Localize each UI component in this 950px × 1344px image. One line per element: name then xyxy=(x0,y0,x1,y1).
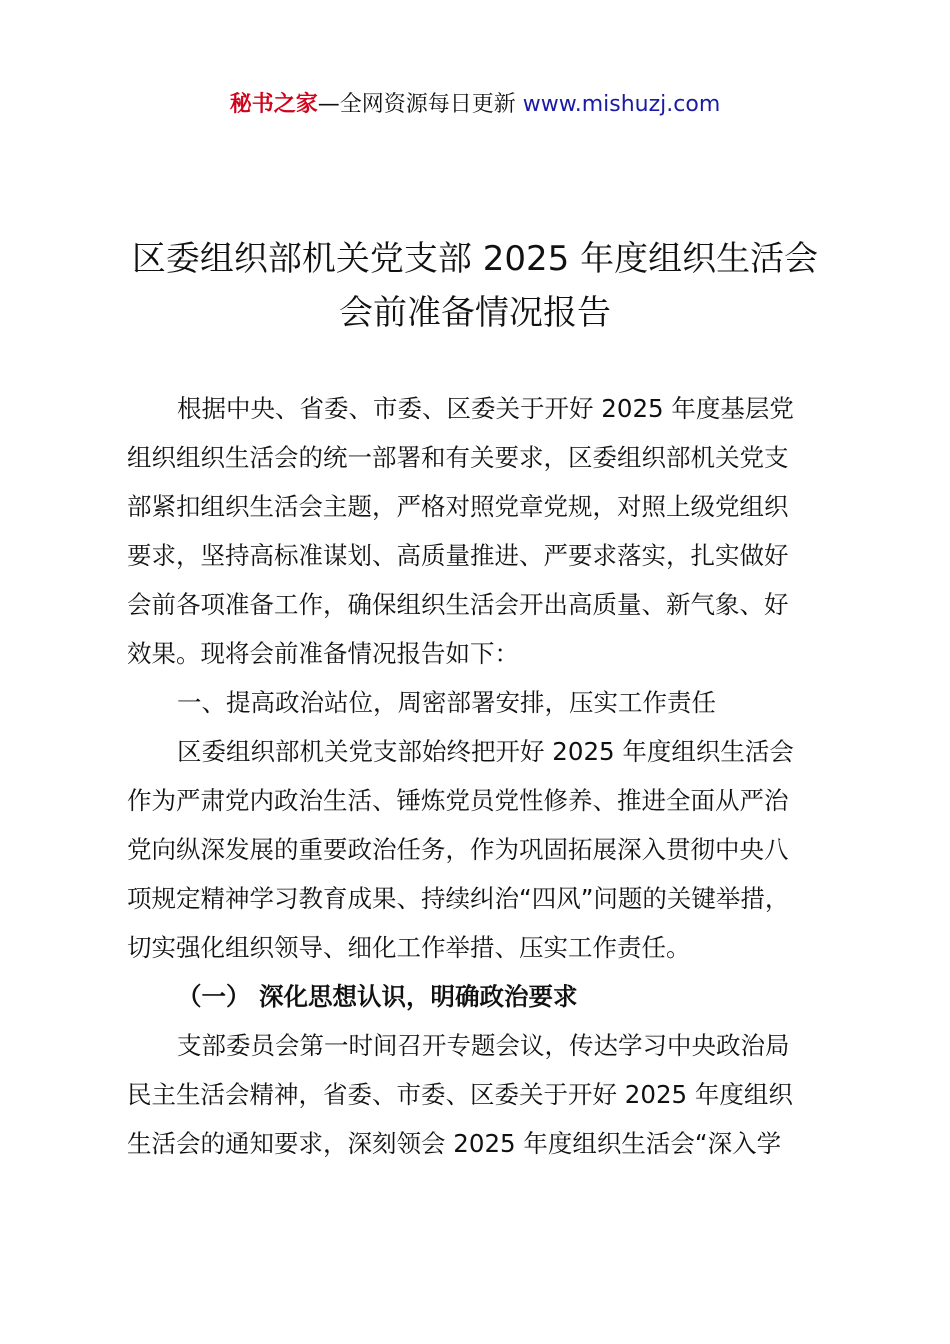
brand-name: 秘书之家 xyxy=(229,92,318,117)
paragraph-section-one xyxy=(127,727,837,972)
site-url-link[interactable]: www.mishuzj.com xyxy=(522,92,721,117)
text-line: 作为严肃党内政治生活、锤炼党员党性修养、推进全面从严治 xyxy=(127,786,789,815)
document-body xyxy=(127,384,837,1168)
header-tagline: —全网资源每日更新 xyxy=(317,92,516,117)
text-line: 要求，坚持高标准谋划、高质量推进、严要求落实，扎实做好 xyxy=(127,541,789,570)
text-line: 切实强化组织领导、细化工作举措、压实工作责任。 xyxy=(127,933,691,962)
text-line: 根据中央、省委、市委、区委关于开好 2025 年度基层党 xyxy=(177,394,794,423)
text-line: 支部委员会第一时间召开专题会议，传达学习中央政治局 xyxy=(177,1031,790,1060)
site-header xyxy=(0,90,950,120)
paragraph-intro xyxy=(127,384,837,678)
section-heading: 一、提高政治站位，周密部署安排，压实工作责任 xyxy=(177,688,716,717)
text-line: 生活会的通知要求，深刻领会 2025 年度组织生活会“深入学 xyxy=(127,1129,782,1158)
text-line: 部紧扣组织生活会主题，严格对照党章党规，对照上级党组织 xyxy=(127,492,789,521)
text-line: 项规定精神学习教育成果、持续纠治“四风”问题的关键举措， xyxy=(127,884,790,913)
text-line: 民主生活会精神，省委、市委、区委关于开好 2025 年度组织 xyxy=(127,1080,793,1109)
document-title xyxy=(100,232,850,340)
subsection-heading: （一） 深化思想认识，明确政治要求 xyxy=(177,982,578,1011)
text-line: 效果。现将会前准备情况报告如下： xyxy=(127,639,519,668)
text-line: 会前各项准备工作，确保组织生活会开出高质量、新气象、好 xyxy=(127,590,789,619)
title-line: 区委组织部机关党支部 2025 年度组织生活会 xyxy=(131,239,819,279)
title-line: 会前准备情况报告 xyxy=(339,293,611,333)
text-line: 组织组织生活会的统一部署和有关要求，区委组织部机关党支 xyxy=(127,443,789,472)
text-line: 党向纵深发展的重要政治任务，作为巩固拓展深入贯彻中央八 xyxy=(127,835,789,864)
paragraph-subsection-one xyxy=(127,1021,837,1168)
text-line: 区委组织部机关党支部始终把开好 2025 年度组织生活会 xyxy=(177,737,794,766)
